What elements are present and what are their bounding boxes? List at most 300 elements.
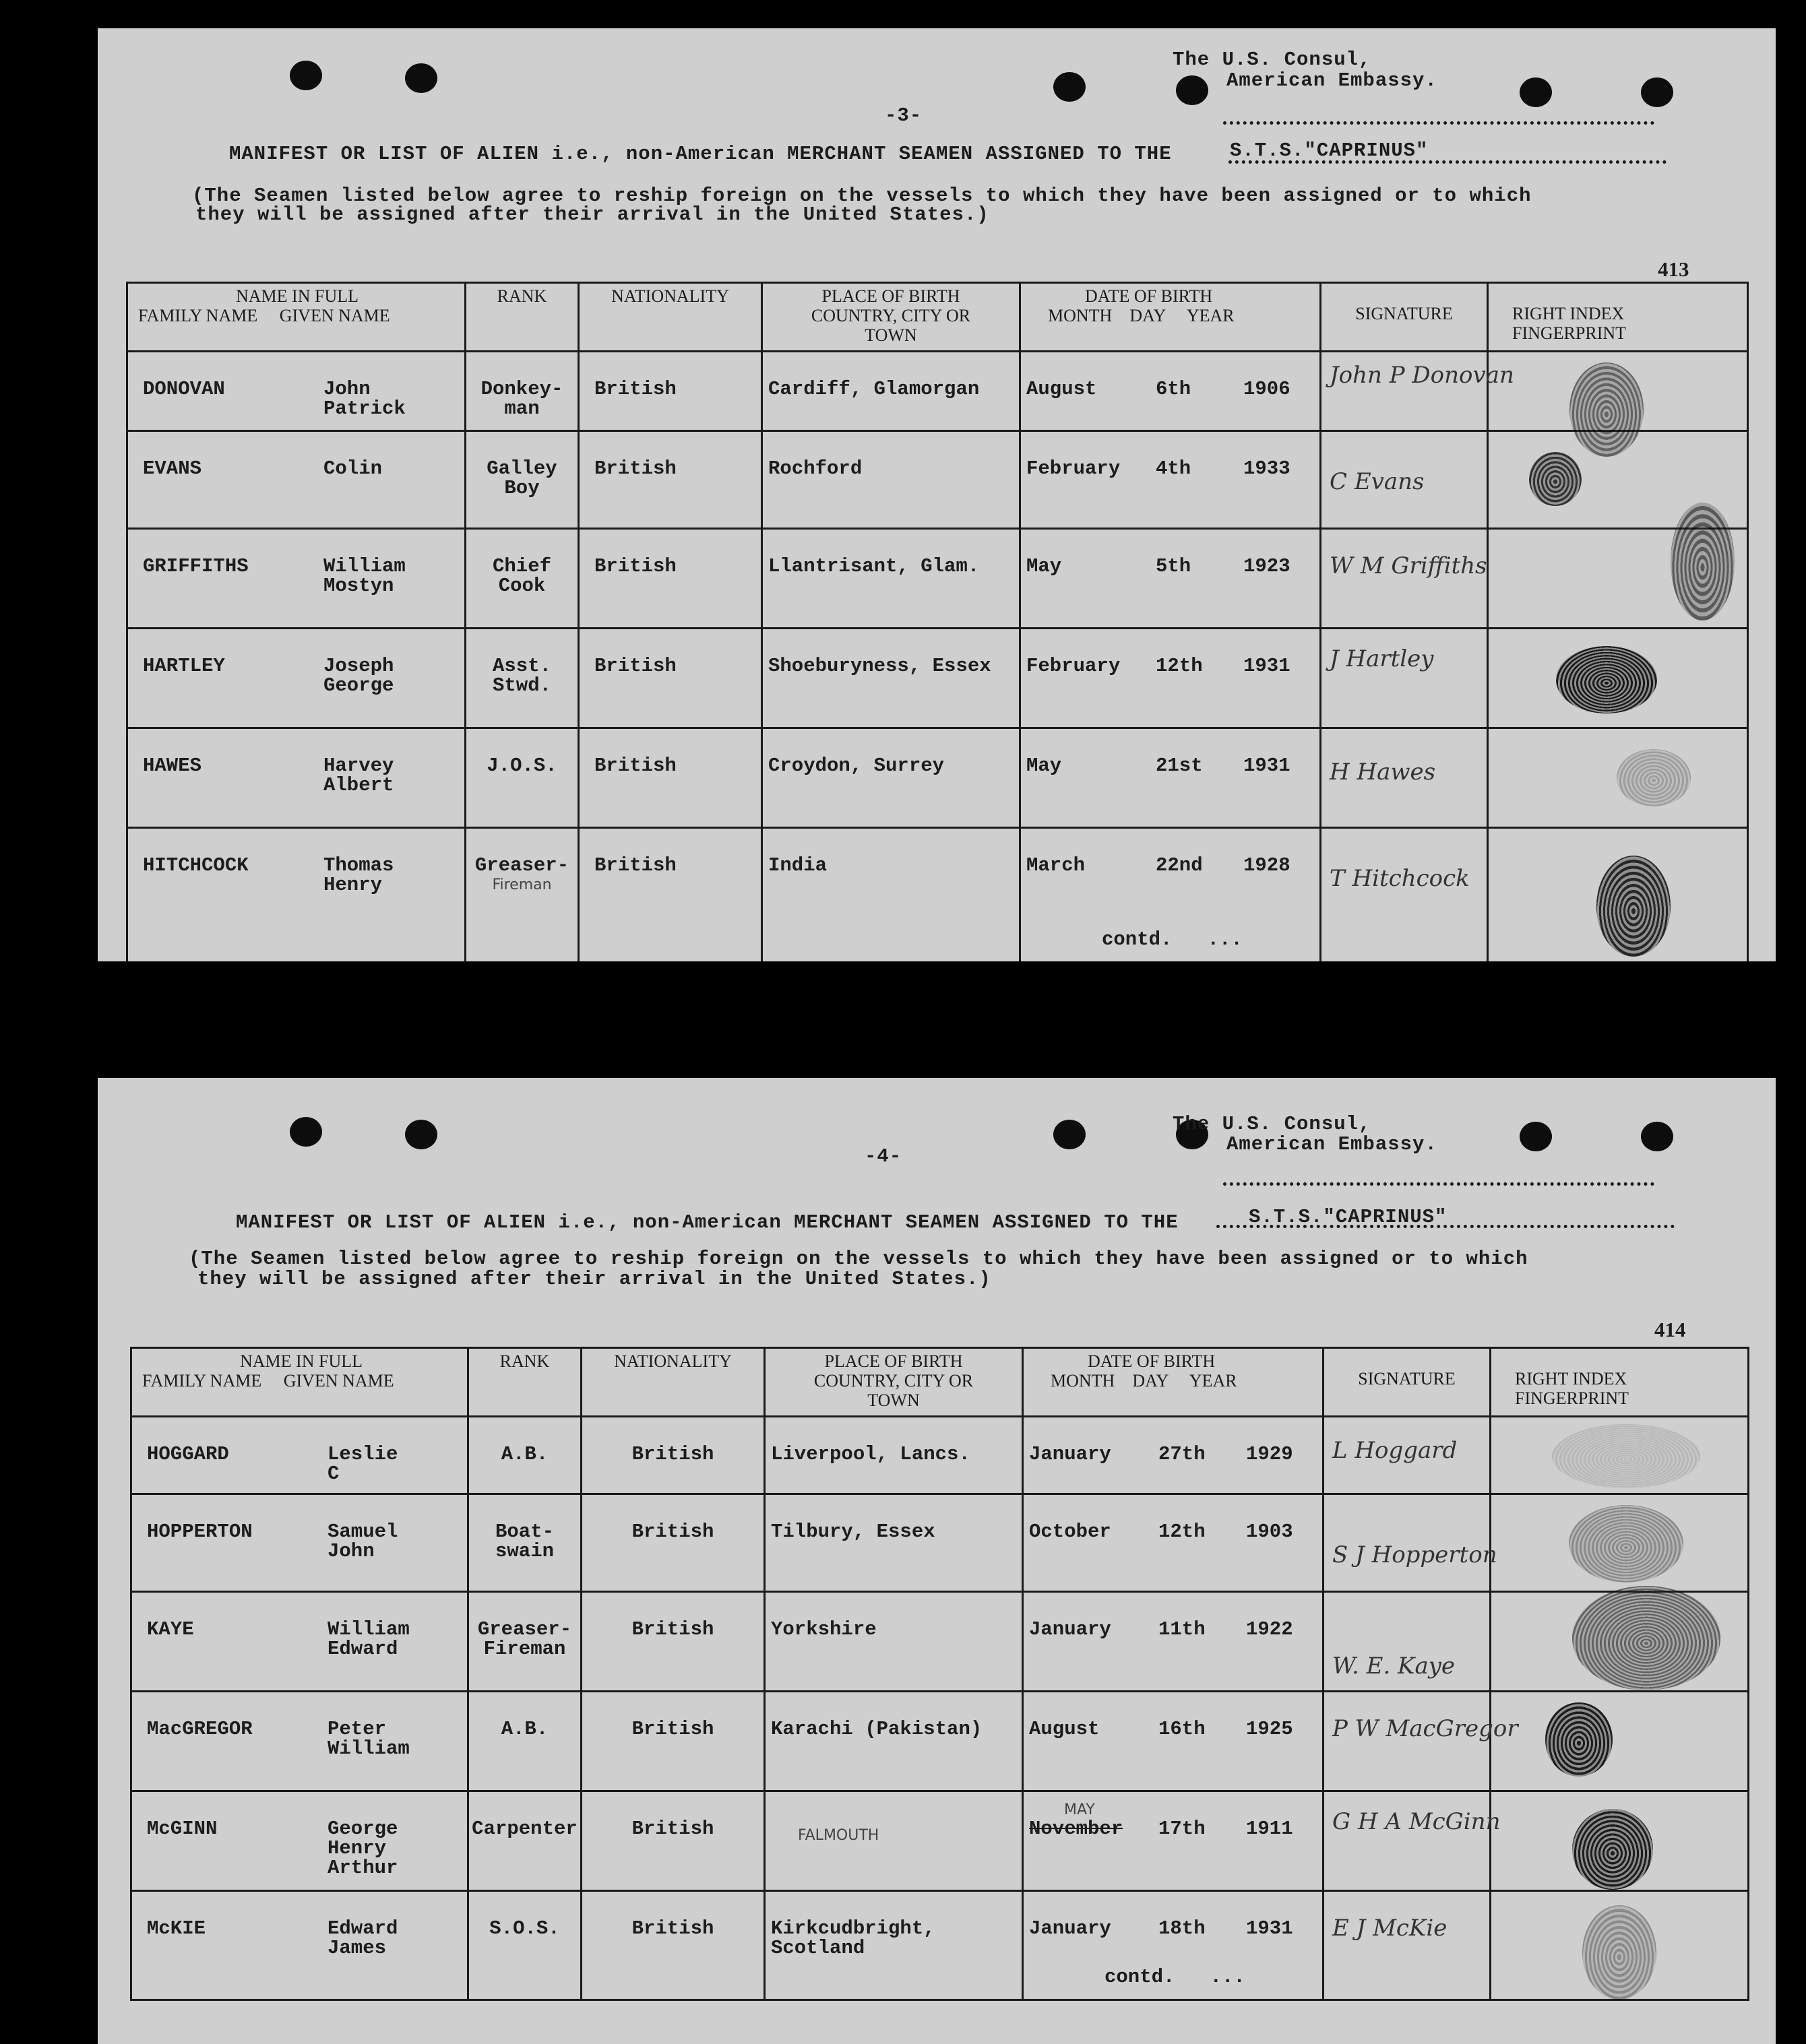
address-dotted-line bbox=[1223, 121, 1654, 125]
given-name-line: Albert bbox=[323, 774, 394, 796]
given-name bbox=[323, 379, 406, 418]
nationality: British bbox=[594, 854, 677, 876]
given-name-line: William bbox=[328, 1618, 410, 1640]
signature-cell bbox=[1324, 1791, 1501, 1891]
agreement-note-line2: they will be assigned after their arrival in the United States.) bbox=[197, 1268, 991, 1290]
family-name: GRIFFITHS bbox=[143, 555, 249, 577]
place-sub-header-1: COUNTRY, CITY OR bbox=[811, 306, 971, 325]
name-cell bbox=[127, 352, 466, 431]
given-name bbox=[328, 1819, 398, 1878]
rank-line: Carpenter bbox=[472, 1818, 578, 1840]
seaman-row bbox=[131, 1791, 1749, 1891]
seaman-row bbox=[127, 629, 1748, 728]
name-cell bbox=[131, 1891, 468, 2000]
seaman-row bbox=[127, 728, 1748, 828]
nationality-header: NATIONALITY bbox=[611, 286, 729, 306]
place-line: Tilbury, Essex bbox=[771, 1521, 935, 1543]
birth-day: 11th bbox=[1158, 1618, 1206, 1640]
birth-month: February bbox=[1026, 457, 1121, 480]
name-cell bbox=[127, 629, 466, 728]
punch-hole bbox=[1641, 1122, 1673, 1151]
nationality: British bbox=[631, 1521, 714, 1543]
given-name bbox=[328, 1919, 398, 1958]
fingerprint-header-2: FINGERPRINT bbox=[1515, 1388, 1629, 1408]
birth-year: 1903 bbox=[1246, 1521, 1293, 1543]
date-of-birth-cell bbox=[1023, 1692, 1324, 1791]
signature-cell bbox=[1324, 1891, 1491, 2000]
rank-cell bbox=[468, 1417, 582, 1494]
family-name: McKIE bbox=[147, 1917, 206, 1940]
given-name bbox=[323, 556, 406, 596]
punch-hole bbox=[1520, 77, 1552, 107]
given-name-line: Henry bbox=[328, 1837, 387, 1859]
given-name-line: Arthur bbox=[328, 1857, 398, 1879]
rank-cell bbox=[468, 1592, 582, 1692]
seaman-row bbox=[131, 1494, 1749, 1592]
birth-month: May bbox=[1026, 755, 1062, 777]
continued-note: contd. ... bbox=[1102, 928, 1243, 951]
date-of-birth-cell bbox=[1020, 728, 1321, 828]
given-name-line: Edward bbox=[328, 1638, 398, 1660]
birth-month: October bbox=[1029, 1521, 1111, 1543]
vessel-dotted-line bbox=[1228, 160, 1667, 164]
family-name: HOPPERTON bbox=[147, 1521, 253, 1543]
fingerprint-cell bbox=[1491, 1417, 1749, 1494]
rank-cell bbox=[468, 1891, 582, 2000]
name-cell bbox=[131, 1692, 468, 1791]
fingerprint-cell bbox=[1491, 1891, 1749, 2000]
handwritten-signature: H Hawes bbox=[1330, 759, 1436, 786]
place-of-birth-cell bbox=[762, 352, 1020, 431]
rank-header: RANK bbox=[499, 1351, 550, 1371]
place-line: Croydon, Surrey bbox=[768, 755, 945, 777]
consul-address-line1: The U.S. Consul, bbox=[1173, 1113, 1371, 1135]
manifest-title: MANIFEST OR LIST OF ALIEN i.e., non-American MERCHANT SEAMEN ASSIGNED TO THE bbox=[229, 143, 1172, 165]
fingerprint-cell bbox=[1491, 1692, 1749, 1791]
seaman-row bbox=[131, 1592, 1749, 1692]
place-of-birth-cell bbox=[765, 1417, 1023, 1494]
birth-day: 22nd bbox=[1156, 854, 1203, 876]
rank-cell bbox=[466, 728, 579, 828]
given-name bbox=[328, 1444, 398, 1483]
birth-day: 12th bbox=[1156, 655, 1203, 677]
seaman-row bbox=[131, 1891, 1749, 2000]
place-sub-header-2: TOWN bbox=[865, 325, 917, 345]
given-name bbox=[328, 1719, 410, 1758]
signature-cell bbox=[1321, 529, 1488, 629]
fingerprint-cell bbox=[1488, 728, 1748, 828]
birth-day: 17th bbox=[1158, 1818, 1206, 1840]
page-number: 413 bbox=[1658, 257, 1689, 281]
family-name: HARTLEY bbox=[143, 655, 225, 677]
rank-line: A.B. bbox=[501, 1443, 549, 1465]
date-of-birth-cell bbox=[1020, 352, 1321, 431]
given-name-line: Thomas bbox=[323, 854, 394, 876]
fingerprint-cell bbox=[1491, 1592, 1749, 1692]
handwritten-signature: E J McKie bbox=[1332, 1915, 1447, 1942]
family-name: HOGGARD bbox=[147, 1443, 229, 1465]
birth-month: January bbox=[1029, 1618, 1111, 1640]
nationality: British bbox=[594, 755, 677, 777]
handwritten-signature: John P Donovan bbox=[1330, 362, 1514, 389]
birth-year: 1906 bbox=[1243, 378, 1290, 400]
rank-cell bbox=[466, 828, 579, 962]
given-name-line: Leslie bbox=[328, 1443, 398, 1465]
fingerprint-cell bbox=[1488, 828, 1748, 962]
date-sub-headers: MONTH DAY YEAR bbox=[1048, 306, 1235, 325]
fingerprint-image bbox=[1617, 749, 1691, 806]
name-in-full-header: NAME IN FULL bbox=[236, 286, 359, 306]
date-of-birth-cell bbox=[1020, 629, 1321, 728]
address-dotted-line bbox=[1223, 1182, 1654, 1186]
handwritten-signature: T Hitchcock bbox=[1330, 865, 1470, 892]
birth-day: 27th bbox=[1158, 1443, 1206, 1465]
place-line: Scotland bbox=[771, 1937, 865, 1959]
birth-year: 1929 bbox=[1246, 1443, 1293, 1465]
place-line: FALMOUTH bbox=[798, 1827, 879, 1844]
birth-month: November bbox=[1029, 1818, 1123, 1840]
name-cell bbox=[127, 728, 466, 828]
place-line: Yorkshire bbox=[771, 1618, 877, 1640]
name-cell bbox=[127, 529, 466, 629]
nationality: British bbox=[594, 457, 677, 480]
place-of-birth-cell bbox=[762, 828, 1020, 962]
given-name bbox=[323, 459, 382, 478]
handwritten-signature: J Hartley bbox=[1330, 645, 1434, 672]
birth-year: 1925 bbox=[1246, 1718, 1293, 1740]
signature-cell bbox=[1321, 828, 1488, 962]
nationality-cell bbox=[582, 1891, 765, 2000]
punch-hole bbox=[1520, 1122, 1552, 1151]
birth-month: May bbox=[1026, 555, 1062, 577]
date-of-birth-cell bbox=[1023, 1417, 1324, 1494]
rank-line: swain bbox=[495, 1540, 554, 1562]
name-cell bbox=[127, 828, 466, 962]
seaman-row bbox=[131, 1692, 1749, 1791]
nationality-cell bbox=[579, 431, 762, 529]
punch-hole bbox=[405, 1120, 437, 1149]
seamen-table bbox=[130, 1347, 1749, 2001]
fingerprint-image bbox=[1596, 856, 1671, 957]
family-name: HAWES bbox=[143, 755, 202, 777]
rank-line: Galley bbox=[487, 457, 557, 480]
page-marker: -3- bbox=[885, 104, 923, 127]
nationality-cell bbox=[579, 352, 762, 431]
punch-hole bbox=[405, 63, 437, 93]
date-of-birth-cell bbox=[1023, 1494, 1324, 1592]
rank-line: Greaser- bbox=[474, 854, 569, 876]
signature-cell bbox=[1324, 1692, 1518, 1791]
nationality: British bbox=[594, 655, 677, 677]
punch-hole bbox=[1053, 1120, 1086, 1149]
rank-line: A.B. bbox=[501, 1718, 549, 1740]
seaman-row bbox=[127, 529, 1748, 629]
fingerprint-cell bbox=[1491, 1791, 1749, 1891]
nationality-cell bbox=[582, 1791, 765, 1891]
nationality-header: NATIONALITY bbox=[614, 1351, 732, 1371]
given-name-line: John bbox=[323, 378, 371, 400]
fingerprint-image bbox=[1556, 646, 1657, 713]
page-marker: -4- bbox=[865, 1145, 902, 1168]
fingerprint-image bbox=[1552, 1424, 1700, 1488]
birth-day: 6th bbox=[1156, 378, 1191, 400]
given-name-line: Mostyn bbox=[323, 575, 394, 597]
nationality-cell bbox=[579, 728, 762, 828]
family-name: HITCHCOCK bbox=[143, 854, 249, 876]
nationality: British bbox=[631, 1718, 714, 1740]
nationality-cell bbox=[582, 1692, 765, 1791]
date-sub-headers: MONTH DAY YEAR bbox=[1051, 1371, 1237, 1391]
birth-day: 4th bbox=[1156, 457, 1191, 480]
fingerprint-header-1: RIGHT INDEX bbox=[1512, 304, 1625, 323]
place-of-birth-cell bbox=[762, 431, 1020, 529]
rank-line: Fireman bbox=[483, 1638, 566, 1660]
punch-hole bbox=[290, 1117, 322, 1147]
continued-note: contd. ... bbox=[1104, 1966, 1245, 1988]
given-name-line: Patrick bbox=[323, 397, 406, 420]
given-name-line: Samuel bbox=[328, 1521, 398, 1543]
fingerprint-image bbox=[1572, 1586, 1720, 1690]
nationality-cell bbox=[582, 1494, 765, 1592]
consul-address-line1: The U.S. Consul, bbox=[1173, 49, 1371, 71]
rank-cell bbox=[466, 629, 579, 728]
place-of-birth-header: PLACE OF BIRTH bbox=[821, 286, 960, 306]
signature-header: SIGNATURE bbox=[1358, 1369, 1456, 1388]
fingerprint-cell bbox=[1491, 1494, 1749, 1592]
given-name-line: William bbox=[328, 1737, 410, 1760]
rank-cell bbox=[466, 529, 579, 629]
fingerprint-image bbox=[1569, 1505, 1683, 1583]
place-line: Rochford bbox=[768, 457, 863, 480]
fingerprint-image bbox=[1671, 503, 1735, 620]
nationality-cell bbox=[582, 1417, 765, 1494]
fingerprint-cell bbox=[1488, 352, 1748, 431]
place-of-birth-cell bbox=[765, 1692, 1023, 1791]
handwritten-signature: G H A McGinn bbox=[1332, 1808, 1501, 1835]
handwritten-signature: L Hoggard bbox=[1332, 1437, 1458, 1464]
vessel-dotted-line bbox=[1216, 1225, 1675, 1228]
name-cell bbox=[131, 1417, 468, 1494]
birth-year: 1928 bbox=[1243, 854, 1290, 876]
punch-hole bbox=[1176, 75, 1208, 105]
nationality: British bbox=[631, 1917, 714, 1940]
rank-line: Cook bbox=[498, 575, 546, 597]
family-name-header: FAMILY NAME GIVEN NAME bbox=[138, 306, 390, 325]
nationality: British bbox=[631, 1618, 714, 1640]
birth-day: 21st bbox=[1156, 755, 1203, 777]
nationality-cell bbox=[579, 629, 762, 728]
place-of-birth-cell bbox=[762, 529, 1020, 629]
place-line: Llantrisant, Glam. bbox=[768, 555, 980, 577]
given-name-line: John bbox=[328, 1540, 375, 1562]
place-of-birth-cell bbox=[765, 1891, 1023, 2000]
given-name bbox=[328, 1522, 398, 1561]
birth-month: March bbox=[1026, 854, 1086, 876]
given-name-line: George bbox=[328, 1818, 398, 1840]
consul-address-line2: American Embassy. bbox=[1226, 1133, 1437, 1155]
handwritten-signature: W M Griffiths bbox=[1330, 552, 1487, 579]
birth-day: 16th bbox=[1158, 1718, 1206, 1740]
family-name: DONOVAN bbox=[143, 378, 225, 400]
name-cell bbox=[131, 1791, 468, 1891]
date-of-birth-cell bbox=[1023, 1592, 1324, 1692]
page-number: 414 bbox=[1654, 1318, 1686, 1341]
seaman-row bbox=[131, 1417, 1749, 1494]
given-name-line: Peter bbox=[328, 1718, 387, 1740]
fingerprint-image bbox=[1572, 1809, 1653, 1890]
rank-cell bbox=[468, 1791, 582, 1891]
rank-line: J.O.S. bbox=[487, 755, 557, 777]
rank-line: Boat- bbox=[495, 1521, 554, 1543]
date-of-birth-header: DATE OF BIRTH bbox=[1085, 286, 1213, 306]
family-name-header: FAMILY NAME GIVEN NAME bbox=[142, 1371, 394, 1391]
given-name-line: James bbox=[328, 1937, 387, 1959]
given-name-line: William bbox=[323, 555, 406, 577]
rank-line: Chief bbox=[492, 555, 551, 577]
seaman-row bbox=[127, 431, 1748, 529]
birth-day: 18th bbox=[1158, 1917, 1206, 1940]
birth-year: 1931 bbox=[1246, 1917, 1293, 1940]
rank-line: Fireman bbox=[492, 876, 552, 893]
nationality-cell bbox=[579, 828, 762, 962]
place-line: Liverpool, Lancs. bbox=[771, 1443, 970, 1465]
given-name bbox=[328, 1620, 410, 1659]
manifest-title: MANIFEST OR LIST OF ALIEN i.e., non-American MERCHANT SEAMEN ASSIGNED TO THE bbox=[236, 1211, 1179, 1234]
rank-header: RANK bbox=[497, 286, 547, 306]
handwritten-signature: W. E. Kaye bbox=[1332, 1653, 1456, 1680]
family-name: MacGREGOR bbox=[147, 1718, 253, 1740]
signature-cell bbox=[1321, 352, 1514, 431]
header-row bbox=[127, 283, 1748, 352]
signature-cell bbox=[1324, 1592, 1491, 1692]
nationality-cell bbox=[579, 529, 762, 629]
fingerprint-image bbox=[1582, 1905, 1656, 2000]
place-of-birth-cell bbox=[765, 1791, 1023, 1891]
signature-cell bbox=[1324, 1494, 1497, 1592]
fingerprint-image bbox=[1529, 452, 1582, 506]
given-name-line: Harvey bbox=[323, 755, 394, 777]
birth-month: August bbox=[1026, 378, 1097, 400]
place-of-birth-cell bbox=[765, 1494, 1023, 1592]
nationality: British bbox=[631, 1818, 714, 1840]
birth-month: January bbox=[1029, 1917, 1111, 1940]
given-name-line: Edward bbox=[328, 1917, 398, 1940]
place-line: Karachi (Pakistan) bbox=[771, 1718, 983, 1740]
name-cell bbox=[127, 431, 466, 529]
date-of-birth-header: DATE OF BIRTH bbox=[1088, 1351, 1216, 1371]
agreement-note-line1: (The Seamen listed below agree to reship foreign on the vessels to which they have been assigned or to which bbox=[189, 1248, 1528, 1270]
nationality: British bbox=[594, 555, 677, 577]
place-of-birth-cell bbox=[762, 629, 1020, 728]
birth-month: August bbox=[1029, 1718, 1100, 1740]
seaman-row bbox=[127, 828, 1748, 962]
name-cell bbox=[131, 1592, 468, 1692]
place-line: Cardiff, Glamorgan bbox=[768, 378, 980, 400]
signature-cell bbox=[1321, 629, 1488, 728]
birth-year: 1922 bbox=[1246, 1618, 1293, 1640]
rank-cell bbox=[466, 431, 579, 529]
manifest-sheet-page-3 bbox=[98, 28, 1776, 961]
place-line: India bbox=[768, 854, 828, 876]
rank-line: Stwd. bbox=[492, 674, 551, 697]
fingerprint-cell bbox=[1488, 529, 1748, 629]
date-of-birth-cell bbox=[1020, 529, 1321, 629]
fingerprint-header-2: FINGERPRINT bbox=[1512, 323, 1627, 343]
rank-cell bbox=[466, 352, 579, 431]
header-row bbox=[131, 1348, 1749, 1417]
signature-cell bbox=[1324, 1417, 1491, 1494]
date-of-birth-cell bbox=[1023, 1791, 1324, 1891]
birth-year: 1933 bbox=[1243, 457, 1290, 480]
date-of-birth-cell bbox=[1020, 828, 1321, 962]
name-cell bbox=[131, 1494, 468, 1592]
punch-hole bbox=[1053, 72, 1086, 102]
rank-cell bbox=[468, 1494, 582, 1592]
birth-month: January bbox=[1029, 1443, 1111, 1465]
consul-address-line2: American Embassy. bbox=[1226, 69, 1437, 92]
place-line: Shoeburyness, Essex bbox=[768, 655, 991, 677]
place-sub-header-2: TOWN bbox=[867, 1391, 920, 1410]
handwritten-signature: P W MacGregor bbox=[1332, 1715, 1518, 1742]
punch-hole bbox=[1641, 77, 1673, 107]
signature-header: SIGNATURE bbox=[1355, 304, 1453, 323]
fingerprint-image bbox=[1545, 1702, 1613, 1777]
seamen-table bbox=[126, 282, 1749, 961]
manifest-sheet-page-4 bbox=[98, 1078, 1776, 2044]
seaman-row bbox=[127, 352, 1748, 431]
given-name bbox=[323, 756, 394, 795]
punch-hole bbox=[290, 61, 322, 90]
birth-month: February bbox=[1026, 655, 1121, 677]
rank-line: man bbox=[504, 397, 540, 420]
handwritten-signature: S J Hopperton bbox=[1332, 1541, 1497, 1568]
given-name-line: Colin bbox=[323, 457, 383, 480]
place-of-birth-cell bbox=[762, 728, 1020, 828]
rank-line: Asst. bbox=[492, 655, 551, 677]
place-of-birth-cell bbox=[765, 1592, 1023, 1692]
given-name bbox=[323, 656, 394, 695]
place-line: Kirkcudbright, bbox=[771, 1917, 935, 1940]
name-in-full-header: NAME IN FULL bbox=[240, 1351, 363, 1371]
signature-cell bbox=[1321, 728, 1488, 828]
place-of-birth-header: PLACE OF BIRTH bbox=[824, 1351, 963, 1371]
birth-year: 1931 bbox=[1243, 755, 1290, 777]
given-name-line: George bbox=[323, 674, 394, 697]
birth-day: 5th bbox=[1156, 555, 1191, 577]
birth-month-correction: MAY bbox=[1064, 1801, 1095, 1818]
signature-cell bbox=[1321, 431, 1488, 529]
rank-line: S.O.S. bbox=[489, 1917, 560, 1940]
family-name: KAYE bbox=[147, 1618, 194, 1640]
date-of-birth-cell bbox=[1023, 1891, 1324, 2000]
birth-year: 1931 bbox=[1243, 655, 1290, 677]
rank-line: Boy bbox=[504, 477, 540, 499]
rank-cell bbox=[468, 1692, 582, 1791]
nationality-cell bbox=[582, 1592, 765, 1692]
fingerprint-cell bbox=[1488, 629, 1748, 728]
given-name-line: C bbox=[328, 1463, 340, 1485]
family-name: McGINN bbox=[147, 1818, 218, 1840]
vessel-name: S.T.S."CAPRINUS" bbox=[1249, 1206, 1447, 1228]
given-name-line: Joseph bbox=[323, 655, 394, 677]
given-name bbox=[323, 856, 394, 895]
rank-line: Donkey- bbox=[480, 378, 563, 400]
nationality: British bbox=[594, 378, 677, 400]
rank-line: Greaser- bbox=[477, 1618, 572, 1640]
agreement-note-line1: (The Seamen listed below agree to reship foreign on the vessels to which they have been assigned or to which bbox=[192, 185, 1532, 207]
handwritten-signature: C Evans bbox=[1330, 468, 1425, 495]
vessel-name: S.T.S."CAPRINUS" bbox=[1230, 139, 1429, 162]
